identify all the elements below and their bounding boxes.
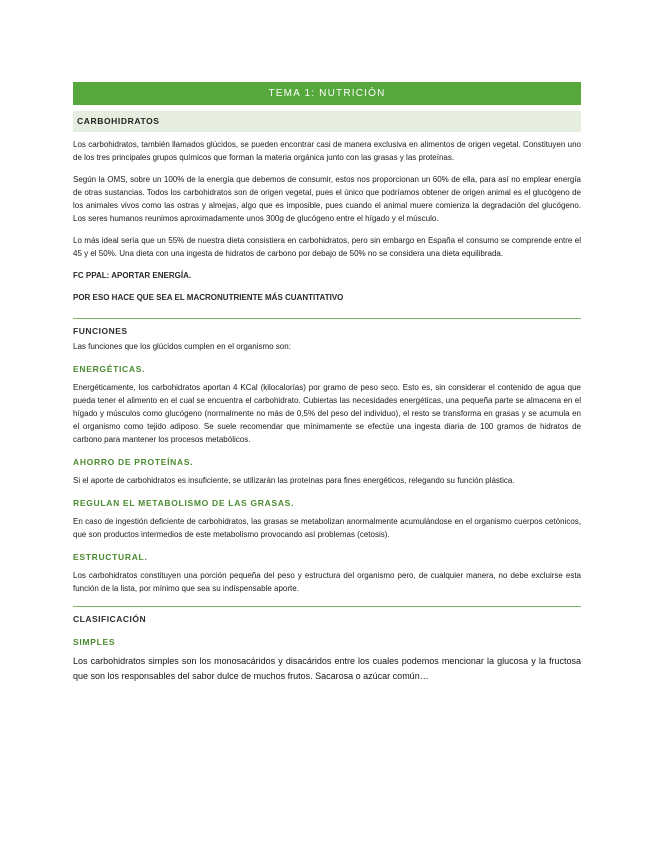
paragraph-oms: Según la OMS, sobre un 100% de la energía que debemos de consumir, estos nos proporcionan un 60% de ella, para así no emplear energía de otras sustancias. Todos los carbohidratos son de origen vegetal, pues el único que podríamos obtener de origen animal es el glucógeno de los animales vivos como las ostras y almejas, algo que es imposible, pues cuando el animal muere comienza la degradación del glucógeno. Los seres humanos reunimos aproximadamente unos 300g de glucógeno entre el hígado y el músculo. — [73, 175, 581, 223]
subheading-estructural: ESTRUCTURAL. — [73, 552, 148, 562]
paragraph-energeticas: Energéticamente, los carbohidratos aportan 4 KCal (kilocalorías) por gramo de peso seco. Esto es, sin considerar el contenido de agua que pueda tener el alimento en el cual se encuentra el carbohidrato. Cubiertas las necesidades energéticas, una pequeña parte se almacena en el hígado y músculos como glucógeno (normalmente no más de 0,5% del peso del individuo), el resto se transforma en grasas y se acumula en el organismo como tejido adiposo. Se suele recomendar que mínimamente se efectúe una ingesta diaria de 100 gramos de hidratos de carbono para mantener los procesos metabólicos. — [73, 383, 581, 444]
funciones-intro: Las funciones que los glúcidos cumplen en el organismo son: — [73, 342, 291, 351]
subheading-energeticas: ENERGÉTICAS. — [73, 364, 146, 374]
section-heading-carbohidratos: CARBOHIDRATOS — [73, 111, 581, 132]
subheading-regulan-grasas: REGULAN EL METABOLISMO DE LAS GRASAS. — [73, 498, 295, 508]
page-title-banner: TEMA 1: NUTRICIÓN — [73, 82, 581, 105]
section-heading-clasificacion: CLASIFICACIÓN — [73, 614, 147, 624]
paragraph-simples: Los carbohidratos simples son los monosacáridos y disacáridos entre los cuales podemos mencionar la glucosa y la fructosa que son los responsables del sabor dulce de muchos frutos. Sacarosa o azúcar común… — [73, 656, 581, 681]
paragraph-dieta: Lo más ideal sería que un 55% de nuestra dieta consistiera en carbohidratos, pero sin embargo en España el consumo se comprende entre el 45 y el 50%. Una dieta con una ingesta de hidratos de carbono por debajo de 50% no se considera una dieta equilibrada. — [73, 236, 581, 258]
paragraph-estructural: Los carbohidratos constituyen una porción pequeña del peso y estructura del organismo pero, de cualquier manera, no debe excluirse esta función de la lista, por mínimo que sea su indispensable aporte. — [73, 571, 581, 593]
subheading-ahorro-proteinas: AHORRO DE PROTEÍNAS. — [73, 457, 194, 467]
paragraph-regulan-grasas: En caso de ingestión deficiente de carbohidratos, las grasas se metabolizan anormalmente acumulándose en el organismo cuerpos cetónicos, que son productos intermedios de este metabolismo provocando así problemas (cetosis). — [73, 517, 581, 539]
principal-function-line: FC PPAL: APORTAR ENERGÍA. — [73, 271, 192, 280]
section-heading-funciones: FUNCIONES — [73, 326, 128, 336]
macronutrient-line: POR ESO HACE QUE SEA EL MACRONUTRIENTE MÁS CUANTITATIVO — [73, 293, 344, 302]
paragraph-ahorro-proteinas: Si el aporte de carbohidratos es insuficiente, se utilizarán las proteínas para fines energéticos, relegando su función plástica. — [73, 476, 515, 485]
page-content — [73, 82, 581, 684]
paragraph-intro: Los carbohidratos, también llamados glúcidos, se pueden encontrar casi de manera exclusiva en alimentos de origen vegetal. Constituyen uno de los tres principales grupos químicos que forman la materia orgánica junto con las grasas y las proteínas. — [73, 140, 581, 162]
subheading-simples: SIMPLES — [73, 637, 116, 647]
